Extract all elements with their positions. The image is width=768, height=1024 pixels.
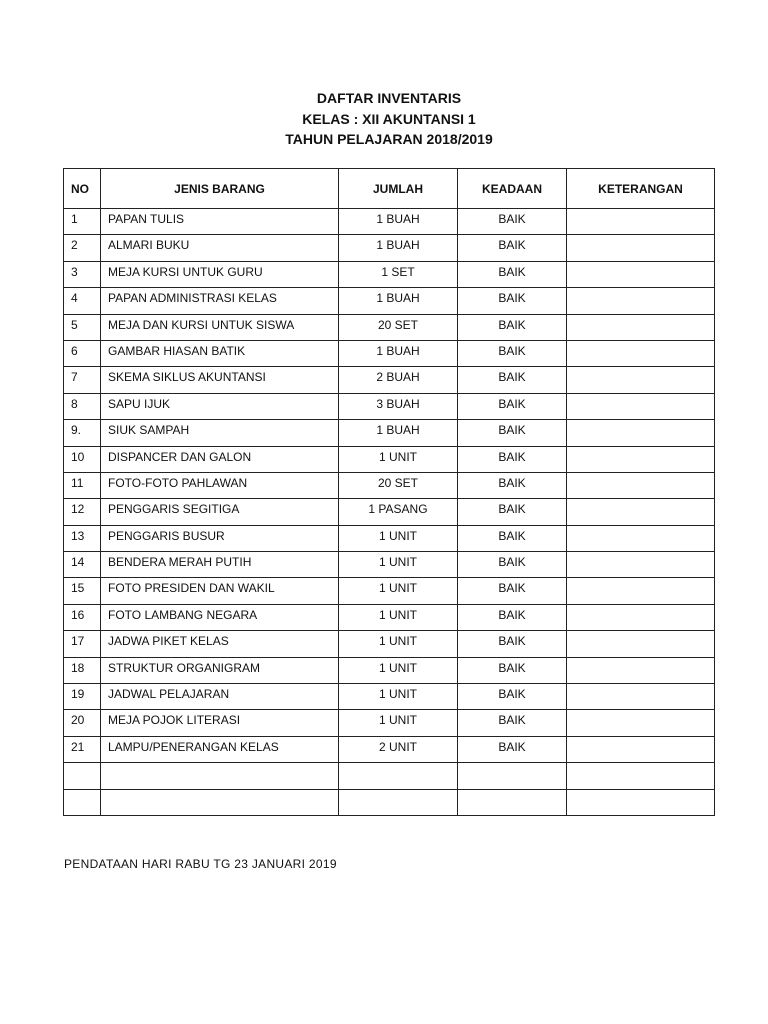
item-name: LAMPU/PENERANGAN KELAS (101, 736, 339, 762)
item-quantity (339, 789, 458, 815)
item-quantity: 1 UNIT (339, 552, 458, 578)
item-remarks (567, 288, 715, 314)
item-quantity: 1 BUAH (339, 209, 458, 235)
row-number: 4 (64, 288, 101, 314)
table-row (64, 393, 715, 419)
item-name: DISPANCER DAN GALON (101, 446, 339, 472)
row-number: 18 (64, 657, 101, 683)
item-quantity: 3 BUAH (339, 393, 458, 419)
item-quantity: 1 UNIT (339, 604, 458, 630)
table-row (64, 340, 715, 366)
item-quantity: 1 UNIT (339, 684, 458, 710)
header-no: NO (64, 169, 101, 209)
row-number (64, 763, 101, 789)
table-row (64, 789, 715, 815)
item-remarks (567, 340, 715, 366)
item-condition: BAIK (458, 604, 567, 630)
table-row (64, 763, 715, 789)
item-condition: BAIK (458, 288, 567, 314)
item-quantity: 1 UNIT (339, 710, 458, 736)
item-name: FOTO-FOTO PAHLAWAN (101, 472, 339, 498)
item-remarks (567, 578, 715, 604)
item-quantity: 1 BUAH (339, 288, 458, 314)
item-quantity: 20 SET (339, 472, 458, 498)
item-name: PAPAN TULIS (101, 209, 339, 235)
school-year-subtitle: TAHUN PELAJARAN 2018/2019 (285, 131, 493, 147)
table-header-row (64, 169, 715, 209)
row-number: 9. (64, 420, 101, 446)
inventory-table (63, 168, 715, 816)
item-remarks (567, 525, 715, 551)
item-quantity: 1 UNIT (339, 631, 458, 657)
table-row (64, 314, 715, 340)
table-row (64, 710, 715, 736)
item-quantity: 1 BUAH (339, 235, 458, 261)
table-row (64, 684, 715, 710)
item-quantity: 1 UNIT (339, 525, 458, 551)
item-condition: BAIK (458, 420, 567, 446)
item-remarks (567, 314, 715, 340)
item-remarks (567, 472, 715, 498)
row-number: 21 (64, 736, 101, 762)
item-remarks (567, 261, 715, 287)
item-name: JADWAL PELAJARAN (101, 684, 339, 710)
class-subtitle: KELAS : XII AKUNTANSI 1 (302, 110, 476, 127)
row-number: 8 (64, 393, 101, 419)
table-row (64, 472, 715, 498)
item-remarks (567, 235, 715, 261)
table-row (64, 631, 715, 657)
item-quantity: 1 UNIT (339, 657, 458, 683)
header-item-type: JENIS BARANG (101, 169, 339, 209)
table-row (64, 367, 715, 393)
header-quantity: JUMLAH (339, 169, 458, 209)
item-name: SAPU IJUK (101, 393, 339, 419)
item-condition: BAIK (458, 631, 567, 657)
item-name (101, 763, 339, 789)
table-row (64, 552, 715, 578)
row-number: 2 (64, 235, 101, 261)
item-condition: BAIK (458, 736, 567, 762)
item-remarks (567, 604, 715, 630)
item-name (101, 789, 339, 815)
row-number (64, 789, 101, 815)
item-name: MEJA DAN KURSI UNTUK SISWA (101, 314, 339, 340)
item-name: ALMARI BUKU (101, 235, 339, 261)
row-number: 1 (64, 209, 101, 235)
table-row (64, 288, 715, 314)
table-row (64, 446, 715, 472)
item-quantity: 2 UNIT (339, 736, 458, 762)
table-row (64, 499, 715, 525)
item-condition: BAIK (458, 552, 567, 578)
table-row (64, 736, 715, 762)
item-condition: BAIK (458, 446, 567, 472)
header-remarks: KETERANGAN (567, 169, 715, 209)
item-condition (458, 763, 567, 789)
item-remarks (567, 552, 715, 578)
item-remarks (567, 446, 715, 472)
table-row (64, 235, 715, 261)
document-header (0, 88, 768, 150)
item-quantity: 1 PASANG (339, 499, 458, 525)
row-number: 14 (64, 552, 101, 578)
row-number: 11 (64, 472, 101, 498)
item-condition: BAIK (458, 393, 567, 419)
item-name: GAMBAR HIASAN BATIK (101, 340, 339, 366)
row-number: 13 (64, 525, 101, 551)
row-number: 6 (64, 340, 101, 366)
item-name: MEJA KURSI UNTUK GURU (101, 261, 339, 287)
row-number: 10 (64, 446, 101, 472)
item-remarks (567, 420, 715, 446)
item-condition (458, 789, 567, 815)
item-remarks (567, 393, 715, 419)
table-row (64, 261, 715, 287)
item-remarks (567, 789, 715, 815)
footer-note: PENDATAAN HARI RABU TG 23 JANUARI 2019 (64, 857, 337, 871)
row-number: 20 (64, 710, 101, 736)
item-condition: BAIK (458, 472, 567, 498)
item-remarks (567, 657, 715, 683)
table-row (64, 657, 715, 683)
item-condition: BAIK (458, 340, 567, 366)
row-number: 5 (64, 314, 101, 340)
table-row (64, 525, 715, 551)
row-number: 12 (64, 499, 101, 525)
item-condition: BAIK (458, 578, 567, 604)
item-quantity: 1 BUAH (339, 420, 458, 446)
item-remarks (567, 367, 715, 393)
row-number: 15 (64, 578, 101, 604)
item-quantity: 20 SET (339, 314, 458, 340)
item-remarks (567, 499, 715, 525)
item-remarks (567, 684, 715, 710)
item-condition: BAIK (458, 525, 567, 551)
item-remarks (567, 710, 715, 736)
table-row (64, 604, 715, 630)
row-number: 3 (64, 261, 101, 287)
item-name: JADWA PIKET KELAS (101, 631, 339, 657)
item-name: FOTO LAMBANG NEGARA (101, 604, 339, 630)
item-remarks (567, 736, 715, 762)
item-quantity: 1 SET (339, 261, 458, 287)
item-name: BENDERA MERAH PUTIH (101, 552, 339, 578)
item-condition: BAIK (458, 235, 567, 261)
item-remarks (567, 631, 715, 657)
item-name: STRUKTUR ORGANIGRAM (101, 657, 339, 683)
item-condition: BAIK (458, 657, 567, 683)
item-name: PENGGARIS SEGITIGA (101, 499, 339, 525)
item-name: PAPAN ADMINISTRASI KELAS (101, 288, 339, 314)
item-condition: BAIK (458, 684, 567, 710)
row-number: 17 (64, 631, 101, 657)
table-row (64, 578, 715, 604)
table-row (64, 209, 715, 235)
table-row (64, 420, 715, 446)
item-quantity: 1 BUAH (339, 340, 458, 366)
item-quantity: 1 UNIT (339, 446, 458, 472)
item-quantity: 1 UNIT (339, 578, 458, 604)
item-name: FOTO PRESIDEN DAN WAKIL (101, 578, 339, 604)
table-body (64, 209, 715, 816)
row-number: 19 (64, 684, 101, 710)
item-quantity: 2 BUAH (339, 367, 458, 393)
item-name: PENGGARIS BUSUR (101, 525, 339, 551)
item-condition: BAIK (458, 367, 567, 393)
item-condition: BAIK (458, 209, 567, 235)
item-remarks (567, 209, 715, 235)
item-name: SIUK SAMPAH (101, 420, 339, 446)
item-name: MEJA POJOK LITERASI (101, 710, 339, 736)
item-condition: BAIK (458, 261, 567, 287)
item-remarks (567, 763, 715, 789)
item-condition: BAIK (458, 499, 567, 525)
item-condition: BAIK (458, 710, 567, 736)
row-number: 7 (64, 367, 101, 393)
document-title: DAFTAR INVENTARIS (316, 90, 462, 106)
item-condition: BAIK (458, 314, 567, 340)
row-number: 16 (64, 604, 101, 630)
item-quantity (339, 763, 458, 789)
item-name: SKEMA SIKLUS AKUNTANSI (101, 367, 339, 393)
header-condition: KEADAAN (458, 169, 567, 209)
